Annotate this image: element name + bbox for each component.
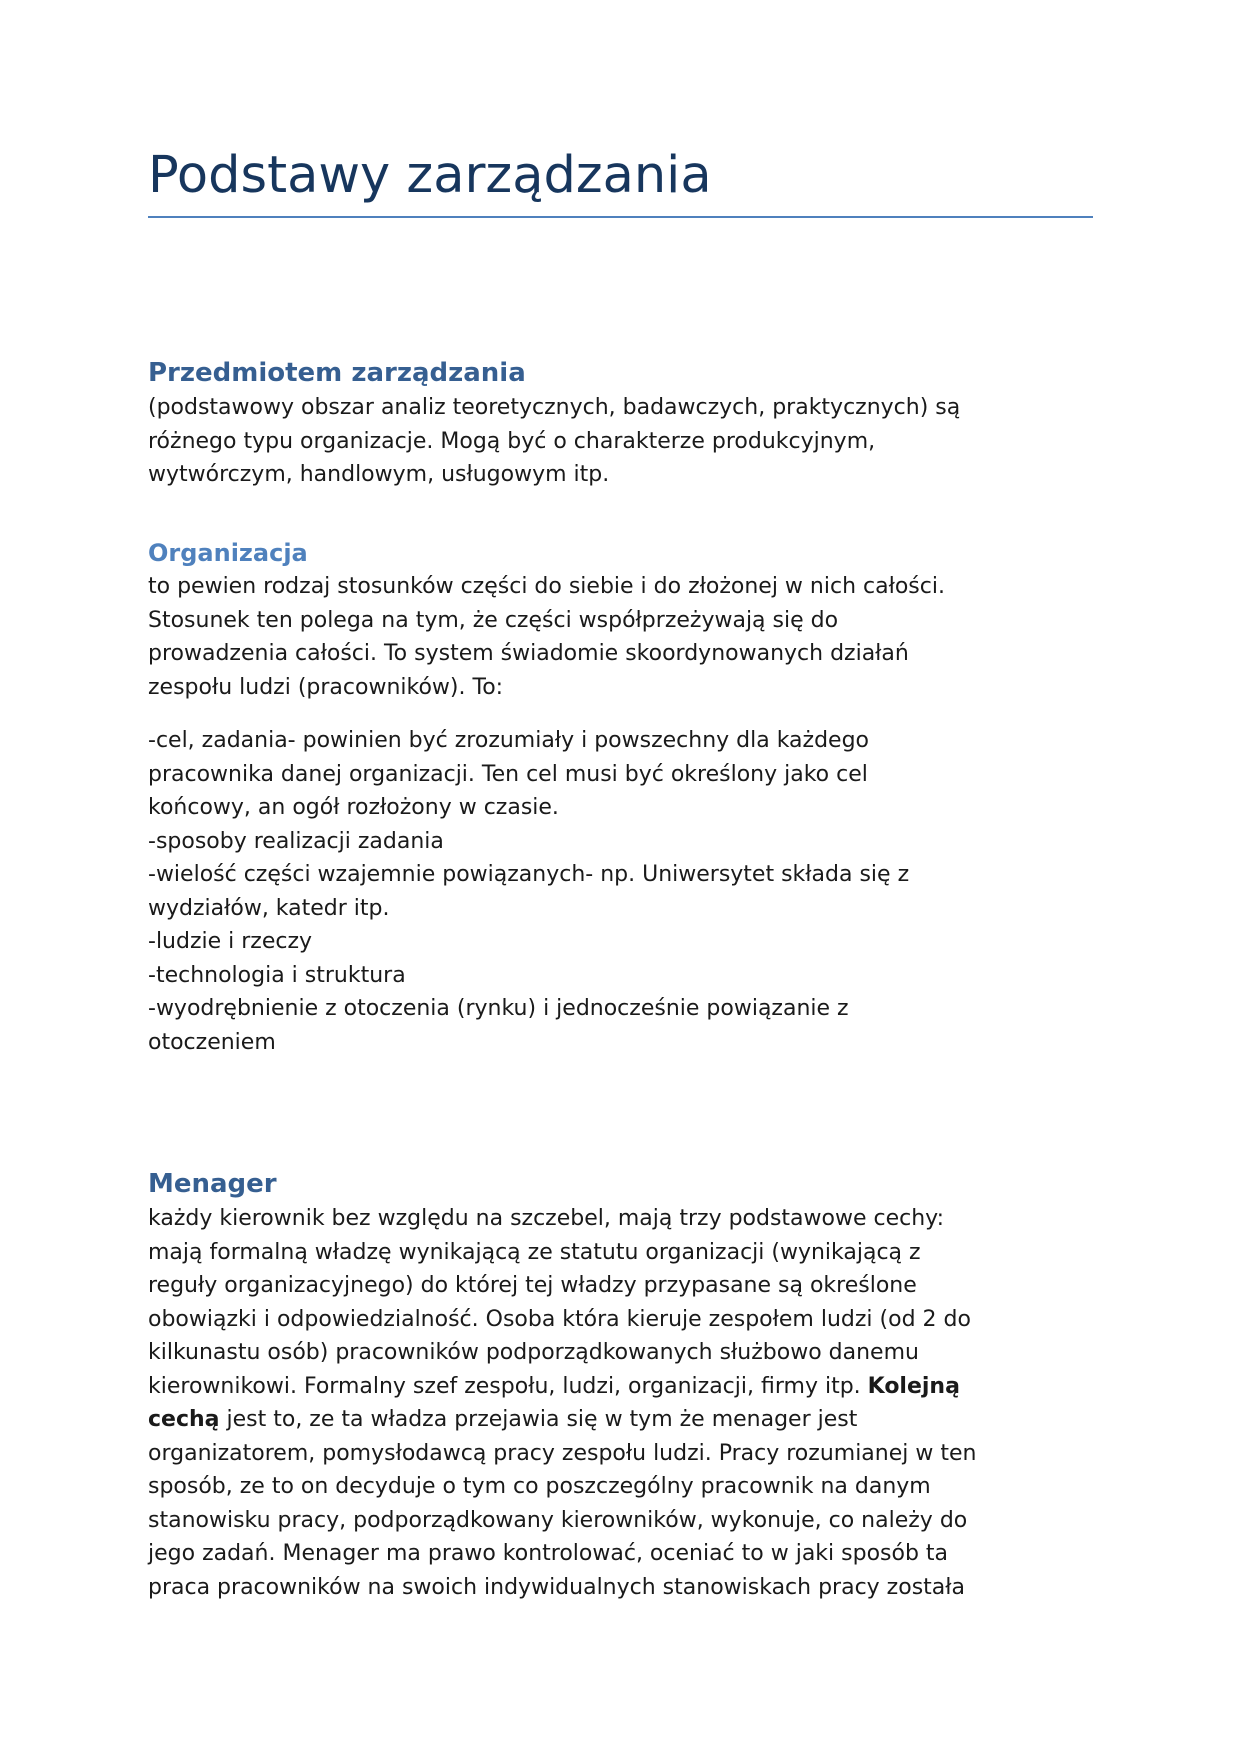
paragraph-line: to pewien rodzaj stosunków części do siebie i do złożonej w nich całości. xyxy=(148,574,945,599)
paragraph-line: kilkunastu osób) pracowników podporządkowanych służbowo danemu xyxy=(148,1340,919,1365)
list-line: wydziałów, katedr itp. xyxy=(148,895,390,921)
paragraph-line: praca pracowników na swoich indywidualnych stanowiskach pracy została xyxy=(148,1574,965,1600)
section-organizacja xyxy=(148,536,1093,1059)
list-line: -wyodrębnienie z otoczenia (rynku) i jednocześnie powiązanie z xyxy=(148,996,849,1021)
document-title: Podstawy zarządzania xyxy=(148,146,712,205)
paragraph-line: (podstawowy obszar analiz teoretycznych, badawczych, praktycznych) są xyxy=(148,395,961,420)
list-line: -cel, zadania- powinien być zrozumiały i powszechny dla każdego xyxy=(148,728,870,753)
list-line: -ludzie i rzeczy xyxy=(148,929,313,954)
bold-text: cechą xyxy=(148,1407,220,1432)
text-run: jest to, ze ta władza przejawia się w tym że menager jest xyxy=(219,1407,858,1432)
paragraph-line xyxy=(148,1370,1093,1404)
bold-text: Kolejną xyxy=(867,1373,960,1399)
paragraph-line: każdy kierownik bez względu na szczebel, mają trzy podstawowe cechy: xyxy=(148,1206,945,1231)
section-heading-organizacja: Organizacja xyxy=(148,539,308,567)
section-heading-przedmiot: Przedmiotem zarządzania xyxy=(148,358,526,388)
list-line: końcowy, an ogół rozłożony w czasie. xyxy=(148,795,559,820)
list-line: -wielość części wzajemnie powiązanych- np. Uniwersytet składa się z xyxy=(148,862,910,887)
paragraph-line: organizatorem, pomysłodawcą pracy zespołu ludzi. Pracy rozumianej w ten xyxy=(148,1440,977,1466)
paragraph-line: stanowisku pracy, podporządkowany kierowników, wykonuje, co należy do xyxy=(148,1507,968,1533)
paragraph-line: zespołu ludzi (pracowników). To: xyxy=(148,674,504,700)
paragraph-line: Stosunek ten polega na tym, że części współprzeżywają się do xyxy=(148,607,839,633)
paragraph-line: reguły organizacyjnego) do której tej władzy przypasane są określone xyxy=(148,1273,917,1298)
paragraph-line xyxy=(148,1403,1093,1437)
text-run: kierownikowi. Formalny szef zespołu, ludzi, organizacji, firmy itp. xyxy=(148,1373,861,1399)
list-line: -sposoby realizacji zadania xyxy=(148,828,444,854)
paragraph-line: wytwórczym, handlowym, usługowym itp. xyxy=(148,462,610,487)
paragraph-line: obowiązki i odpowiedzialność. Osoba która kieruje zespołem ludzi (od 2 do xyxy=(148,1306,971,1332)
list-line: -technologia i struktura xyxy=(148,962,406,988)
paragraph-line: różnego typu organizacje. Mogą być o charakterze produkcyjnym, xyxy=(148,428,876,454)
section-przedmiot xyxy=(148,355,1093,492)
paragraph-gap xyxy=(148,704,1093,724)
section-menager xyxy=(148,1166,1093,1604)
title-divider xyxy=(148,216,1093,218)
list-line: pracownika danej organizacji. Ten cel musi być określony jako cel xyxy=(148,761,868,787)
paragraph-line: mają formalną władzę wynikającą ze statutu organizacji (wynikającą z xyxy=(148,1239,921,1265)
paragraph-line: prowadzenia całości. To system świadomie skoordynowanych działań xyxy=(148,641,909,666)
section-heading-menager: Menager xyxy=(148,1169,277,1199)
paragraph-line: sposób, ze to on decyduje o tym co poszczególny pracownik na danym xyxy=(148,1474,931,1499)
paragraph-line: jego zadań. Menager ma prawo kontrolować, oceniać to w jaki sposób ta xyxy=(148,1541,949,1566)
list-line: otoczeniem xyxy=(148,1029,276,1055)
